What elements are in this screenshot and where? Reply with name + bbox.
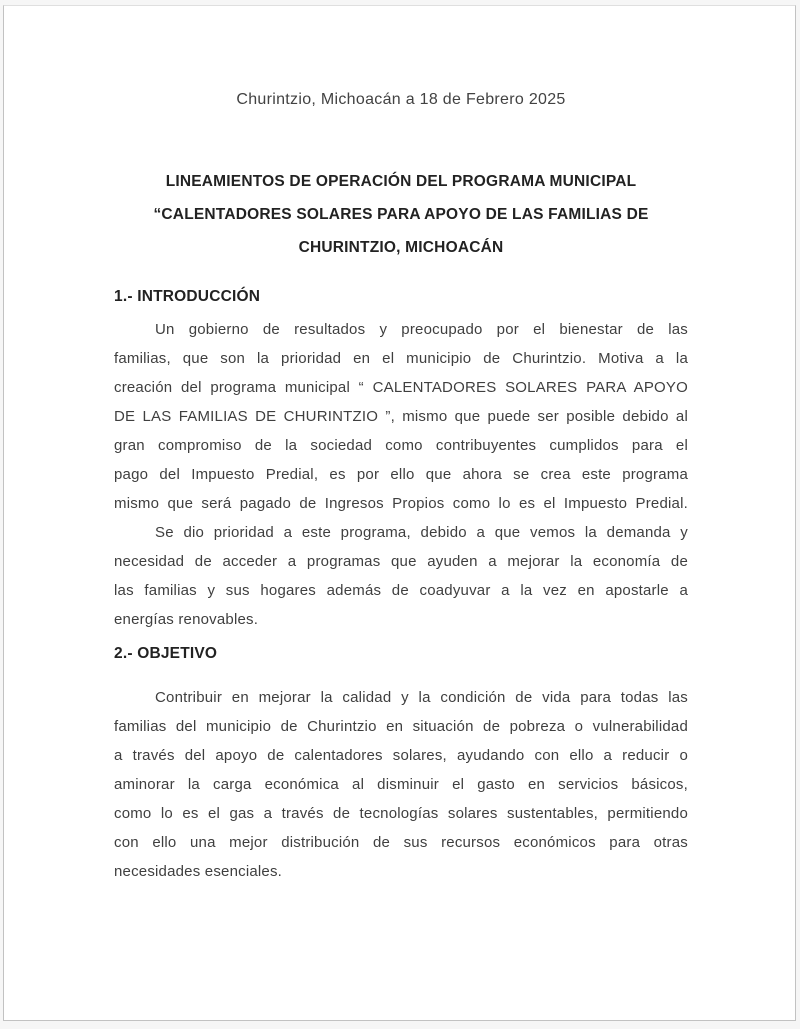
text-line: Un gobierno de resultados y preocupado por el bienestar de las <box>155 321 688 338</box>
paragraph-introduccion-1 <box>114 315 688 518</box>
paragraph-introduccion-2 <box>114 518 688 634</box>
text-line: gran compromiso de la sociedad como contribuyentes cumplidos para el <box>114 437 688 454</box>
text-line: creación del programa municipal “ CALENTADORES SOLARES PARA APOYO <box>114 379 688 396</box>
text-line: con ello una mejor distribución de sus recursos económicos para otras <box>114 834 688 851</box>
section-heading-introduccion: 1.- INTRODUCCIÓN <box>114 288 261 305</box>
text-line: familias del municipio de Churintzio en situación de pobreza o vulnerabilidad <box>114 718 688 735</box>
text-line: familias, que son la prioridad en el municipio de Churintzio. Motiva a la <box>114 350 688 367</box>
text-line: necesidades esenciales. <box>114 863 283 880</box>
title-line-1: LINEAMIENTOS DE OPERACIÓN DEL PROGRAMA MUNICIPAL <box>165 173 637 190</box>
text-line: pago del Impuesto Predial, es por ello que ahora se crea este programa <box>114 466 688 483</box>
text-line: aminorar la carga económica al disminuir el gasto en servicios básicos, <box>114 776 688 793</box>
text-line: las familias y sus hogares además de coadyuvar a la vez en apostarle a <box>114 582 688 599</box>
document-content <box>4 89 795 886</box>
text-line: Se dio prioridad a este programa, debido a que vemos la demanda y <box>155 524 688 541</box>
section-heading-objetivo: 2.- OBJETIVO <box>114 645 218 662</box>
document-title <box>114 165 688 264</box>
text-line: DE LAS FAMILIAS DE CHURINTZIO ”, mismo que puede ser posible debido al <box>114 408 688 425</box>
dateline: Churintzio, Michoacán a 18 de Febrero 2025 <box>236 91 566 108</box>
text-line: a través del apoyo de calentadores solares, ayudando con ello a reducir o <box>114 747 688 764</box>
document-page <box>3 5 796 1021</box>
text-line: mismo que será pagado de Ingresos Propios como lo es el Impuesto Predial. <box>114 495 688 512</box>
title-line-3: CHURINTZIO, MICHOACÁN <box>298 239 504 256</box>
text-line: energías renovables. <box>114 611 259 628</box>
paragraph-objetivo-1 <box>114 683 688 886</box>
text-line: necesidad de acceder a programas que ayuden a mejorar la economía de <box>114 553 688 570</box>
title-line-2: “CALENTADORES SOLARES PARA APOYO DE LAS FAMILIAS DE <box>153 206 649 223</box>
text-line: Contribuir en mejorar la calidad y la condición de vida para todas las <box>155 689 688 706</box>
text-line: como lo es el gas a través de tecnologías solares sustentables, permitiendo <box>114 805 688 822</box>
